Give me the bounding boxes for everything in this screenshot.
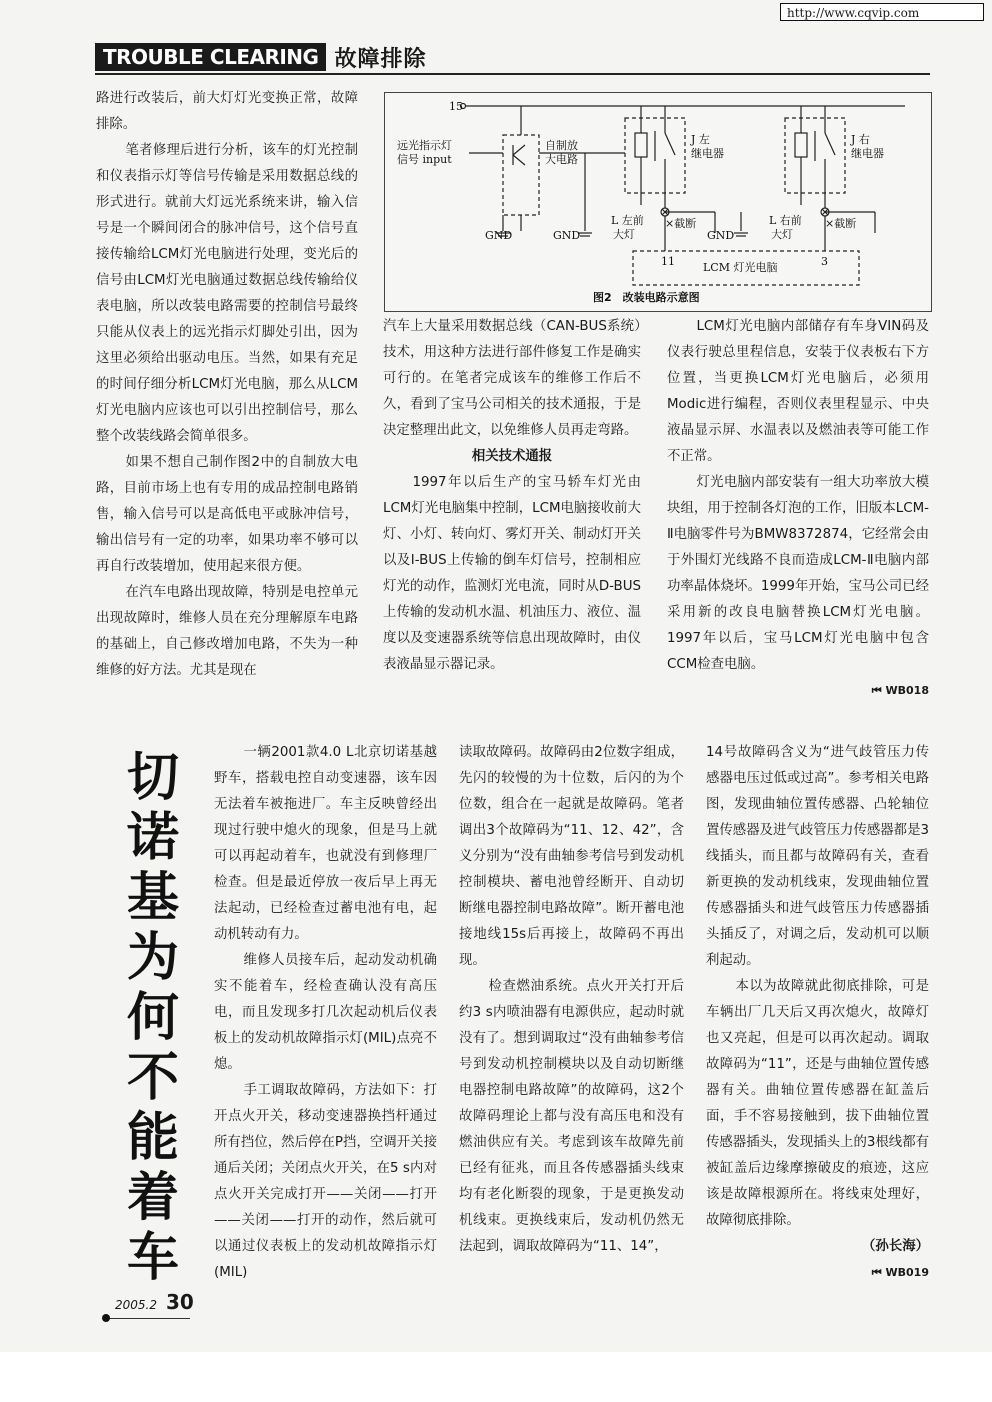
circuit-diagram xyxy=(385,93,931,311)
lamp-l-label-1: L 左前 xyxy=(611,214,644,227)
pin-3-label: 3 xyxy=(821,255,828,268)
gnd-label-3: GND xyxy=(707,229,735,242)
lamp-l-label-2: 大灯 xyxy=(613,228,635,241)
relay-r-label-1: J 右 xyxy=(851,133,870,146)
paragraph: 检查燃油系统。点火开关打开后约3 s内喷油器有电源供应，起动时就没有了。想到调取过“没有曲轴参考信号到发动机控制模块以及自动切断继电器控制电路故障”的故障码，这2个故障码理论上都与没有高压电和没有燃油供应有关。考虑到该车故障先前已经有征兆，而且各传感器插头线束均有老化断裂的现象，于是更换发动机线束。更换线束后，发动机仍然无法起到，调取故障码为“11、14”， xyxy=(459,979,684,1254)
section-title: 故障排除 xyxy=(334,46,427,72)
relay-l-label-2: 继电器 xyxy=(691,147,724,160)
source-url[interactable]: http://www.cqvip.com xyxy=(780,3,984,21)
paragraph: 一辆2001款4.0 L北京切诺基越野车，搭载电控自动变速器，该车因无法着车被拖进厂。车主反映曾经出现过行驶中熄火的现象，但是马上就可以再起动着车，也就没有到修理厂检查。但是最近停放一夜后早上再无法起动，已经检查过蓄电池有电，起动机转动有力。 xyxy=(214,745,437,942)
paragraph: 灯光电脑内部安装有一组大功率放大模块组，用于控制各灯泡的工作，旧版本LCM-Ⅱ电脑零件号为BMW8372874，它经常会由于外围灯光线路不良而造成LCM-Ⅱ电脑内部功率晶体烧坏。1999年开始，宝马公司已经采用新的改良电脑替换LCM灯光电脑。1997年以后，宝马LCM灯光电脑中包含CCM检查电脑。 xyxy=(667,475,929,672)
subheading: 相关技术通报 xyxy=(471,449,553,464)
article2-col1 xyxy=(214,740,437,1286)
paragraph: 维修人员接车后，起动发动机确实不能着车，经检查确认没有高压电，而且发现多打几次起动机后仪表板上的发动机故障指示灯(MIL)点亮不熄。 xyxy=(214,953,437,1072)
article2-col3 xyxy=(706,740,929,1286)
author: （孙长海） xyxy=(862,1239,929,1254)
article2-title: 切诺基为何不能着车 xyxy=(126,748,179,1288)
article1-col1 xyxy=(96,86,358,684)
pin-11-label: 11 xyxy=(661,255,675,268)
circuit-figure xyxy=(384,92,932,312)
footer-rule xyxy=(104,1318,190,1319)
amp-label-1: 自制放 xyxy=(545,139,578,152)
article-code: ⏮ WB019 xyxy=(871,1266,929,1279)
section-tag: TROUBLE CLEARING xyxy=(95,43,326,71)
paragraph: 汽车上大量采用数据总线（CAN-BUS系统）技术，用这种方法进行部件修复工作是确实可行的。在笔者完成该车的维修工作后不久，看到了宝马公司相关的技术通报，于是决定整理出此文，以免维修人员再走弯路。 xyxy=(383,319,641,438)
input-label-1: 远光指示灯 xyxy=(397,139,452,152)
article1-col3 xyxy=(667,314,929,704)
paragraph: 读取故障码。故障码由2位数字组成，先闪的较慢的为十位数，后闪的为个位数，组合在一起就是故障码。笔者调出3个故障码为“11、12、42”，含义分别为“没有曲轴参考信号到发动机控制模块、蓄电池曾经断开、自动切断继电器控制电路故障”。断开蓄电池接地线15s后再接上，故障码不再出现。 xyxy=(459,745,684,968)
paragraph: 路进行改装后，前大灯灯光变换正常，故障排除。 xyxy=(96,91,358,132)
section-header xyxy=(95,42,426,72)
cut-label-left: ×截断 xyxy=(665,217,697,230)
paragraph: 本以为故障就此彻底排除，可是车辆出厂几天后又再次熄火，故障灯也又亮起，但是可以再次起动。调取故障码为“11”，还是与曲轴位置传感器有关。曲轴位置传感器在缸盖后面，手不容易接触到，拔下曲轴位置传感器插头，发现插头上的3根线都有被缸盖后边缘摩擦破皮的痕迹，这应该是故障根源所在。将线束处理好，故障彻底排除。 xyxy=(706,979,929,1228)
relay-l-label-1: J 左 xyxy=(691,133,710,146)
paragraph: 如果不想自己制作图2中的自制放大电路，目前市场上也有专用的成品控制电路销售，输入信号可以是高低电平或脉冲信号，输出信号有一定的功率，如果功率不够可以再自行改装增加，使用起来很方便。 xyxy=(96,455,358,574)
gnd-label-1: GND xyxy=(485,229,513,242)
figure-caption: 图2 改装电路示意图 xyxy=(593,291,700,304)
page-number: 30 xyxy=(166,1290,194,1314)
paragraph: 在汽车电路出现故障，特别是电控单元出现故障时，维修人员在充分理解原车电路的基础上，自己修改增加电路，不失为一种维修的好方法。尤其是现在 xyxy=(96,585,358,678)
article2-col2 xyxy=(459,740,684,1260)
gnd-label-2: GND xyxy=(553,229,581,242)
paragraph: 1997年以后生产的宝马轿车灯光由LCM灯光电脑集中控制，LCM电脑接收前大灯、小灯、转向灯、雾灯开关、制动灯开关以及I-BUS上传输的倒车灯信号，控制相应灯光的动作，监测灯光电流，同时从D-BUS上传输的发动机水温、机油压力、液位、温度以及变速器系统等信息出现故障时，由仪表液晶显示器记录。 xyxy=(383,475,641,672)
input-label-2: 信号 input xyxy=(397,153,452,166)
cut-label-right: ×截断 xyxy=(825,217,857,230)
lamp-r-label-2: 大灯 xyxy=(771,228,793,241)
lcm-label: LCM 灯光电脑 xyxy=(703,261,778,274)
pin-15-label: 15 xyxy=(449,100,463,113)
lamp-r-label-1: L 右前 xyxy=(769,214,802,227)
footer-dot xyxy=(102,1314,110,1322)
relay-r-label-2: 继电器 xyxy=(851,147,884,160)
paragraph: 手工调取故障码，方法如下：打开点火开关，移动变速器换挡杆通过所有挡位，然后停在P挡，空调开关接通后关闭；关闭点火开关，在5 s内对点火开关完成打开——关闭——打开——关闭——打开的动作，然后就可以通过仪表板上的发动机故障指示灯(MIL) xyxy=(214,1083,437,1280)
amp-label-2: 大电路 xyxy=(545,153,578,166)
paragraph: 笔者修理后进行分析，该车的灯光控制和仪表指示灯等信号传输是采用数据总线的形式进行。就前大灯远光系统来讲，输入信号是一个瞬间闭合的脉冲信号，这个信号直接传输给LCM灯光电脑进行处理，变光后的信号由LCM灯光电脑通过数据总线传输给仪表电脑，所以改装电路需要的控制信号最终只能从仪表上的远光指示灯脚处引出，因为这里必须给出驱动电压。当然，如果有充足的时间仔细分析LCM灯光电脑，那么从LCM灯光电脑内应该也可以引出控制信号，那么整个改装线路会简单很多。 xyxy=(96,143,358,444)
article-code: ⏮ WB018 xyxy=(871,684,929,697)
paragraph: LCM灯光电脑内部储存有车身VIN码及仪表行驶总里程信息，安装于仪表板右下方位置，当更换LCM灯光电脑后，必须用Modic进行编程，否则仪表里程显示、中央液晶显示屏、水温表以及燃油表等可能工作不正常。 xyxy=(667,319,929,464)
paragraph: 14号故障码含义为“进气歧管压力传感器电压过低或过高”。参考相关电路图，发现曲轴位置传感器、凸轮轴位置传感器及进气歧管压力传感器都是3线插头，而且都与故障码有关，查看新更换的发动机线束，发现曲轴位置传感器插头和进气歧管压力传感器插头插反了，对调之后，发动机可以顺利起动。 xyxy=(706,745,929,968)
issue-date: 2005.2 xyxy=(115,1298,157,1312)
header-rule xyxy=(95,73,930,75)
article1-col2 xyxy=(383,314,641,678)
